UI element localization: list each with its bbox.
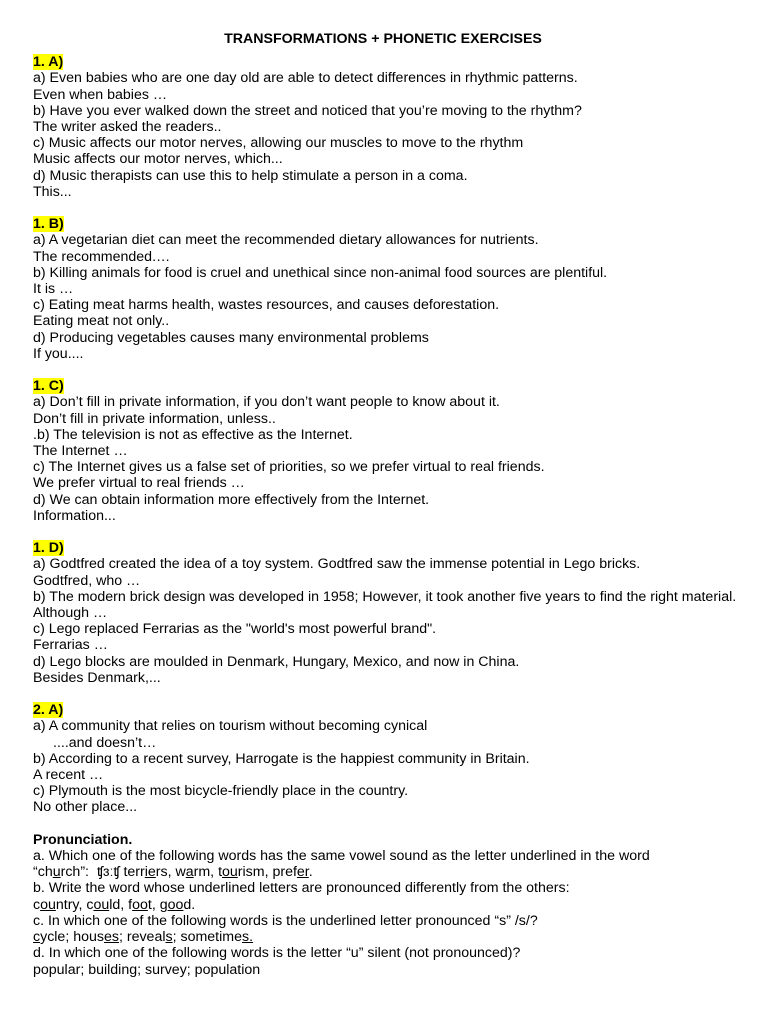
exercise-line: d) Lego blocks are moulded in Denmark, Hungary, Mexico, and now in China. (33, 653, 520, 670)
exercise-line: c) Music affects our motor nerves, allowing our muscles to move to the rhythm (33, 135, 524, 152)
highlighted-heading: 1. C) (33, 378, 64, 395)
exercise-line: Godtfred, who … (33, 572, 141, 589)
exercise-line: It is … (33, 281, 74, 298)
text: rs, w (155, 864, 186, 881)
exercise-line: a) Godtfred created the idea of a toy system. Godtfred saw the immense potential in Lego bricks. (33, 556, 641, 573)
pronunciation-options-a (33, 864, 743, 880)
exercise-line: The Internet … (33, 443, 128, 460)
pronunciation-options-b (33, 897, 743, 913)
section-heading (33, 216, 64, 232)
underlined-letter: ou (93, 896, 110, 913)
text: ycle; hous (40, 929, 104, 946)
exercise-line: c) Lego replaced Ferrarias as the "world's most powerful brand". (33, 621, 437, 638)
highlighted-heading: 1. D) (33, 540, 64, 557)
text: . (308, 864, 313, 881)
exercise-line: .b) The television is not as effective as the Internet. (33, 426, 353, 443)
text: ntry, c (55, 896, 94, 913)
underlined-letter: oo (132, 896, 148, 913)
section-1c (33, 378, 743, 524)
exercise-line: c) Eating meat harms health, wastes resources, and causes deforestation. (33, 297, 500, 314)
exercise-line: b) Have you ever walked down the street and noticed that you’re moving to the rhythm? (33, 102, 582, 119)
pronunciation-question-c: c. In which one of the following words is the underlined letter pronounced “s” /s/? (33, 912, 538, 929)
exercise-line: The writer asked the readers.. (33, 119, 222, 136)
underlined-letter: s. (241, 929, 254, 946)
underlined-letter: es (103, 929, 119, 946)
text: t, g (147, 896, 168, 913)
section-heading (33, 378, 64, 394)
section-pronunciation (33, 832, 743, 978)
exercise-line: a) Don’t fill in private information, if you don’t want people to know about it. (33, 394, 500, 411)
exercise-line: b) The modern brick design was developed in 1958; However, it took another five years to find the right material. (33, 588, 737, 605)
exercise-line: Ferrarias … (33, 637, 108, 654)
underlined-letter: a (185, 864, 194, 881)
exercise-line: The recommended.… (33, 248, 171, 265)
exercise-line: If you.... (33, 345, 84, 362)
worksheet-page (33, 31, 743, 994)
exercise-line: Although … (33, 605, 108, 622)
exercise-line: a) Even babies who are one day old are able to detect differences in rhythmic patterns. (33, 70, 578, 87)
section-heading (33, 54, 63, 70)
text: rism, pref (237, 864, 297, 881)
exercise-line: Don’t fill in private information, unless.. (33, 410, 276, 427)
pronunciation-question-b: b. Write the word whose underlined letters are pronounced differently from the others: (33, 880, 570, 897)
exercise-line: ....and doesn’t… (53, 734, 157, 751)
underlined-letter: ie (144, 864, 156, 881)
exercise-line: No other place... (33, 799, 138, 816)
section-2a (33, 702, 743, 815)
text: “ch (33, 864, 53, 881)
section-1d (33, 540, 743, 686)
document-title: TRANSFORMATIONS + PHONETIC EXERCISES (224, 31, 542, 47)
exercise-line: Even when babies … (33, 86, 168, 103)
text: rm, t (193, 864, 223, 881)
pronunciation-question-d: d. In which one of the following words is the letter “u” silent (not pronounced)? (33, 945, 521, 962)
exercise-line: Music affects our motor nerves, which... (33, 151, 283, 168)
underlined-letter: s (165, 929, 173, 946)
section-1a (33, 54, 743, 200)
exercise-line: d) Producing vegetables causes many environmental problems (33, 329, 429, 346)
highlighted-heading: 2. A) (33, 702, 64, 719)
exercise-line: Information... (33, 507, 116, 524)
section-heading (33, 702, 63, 718)
highlighted-heading: 1. A) (33, 54, 64, 71)
exercise-line: a) A community that relies on tourism without becoming cynical (33, 718, 428, 735)
underlined-letter: c (33, 929, 41, 946)
pronunciation-options-d: popular; building; survey; population (33, 961, 261, 978)
exercise-line: c) The Internet gives us a false set of priorities, so we prefer virtual to real friends. (33, 459, 545, 476)
underlined-letter: er (296, 864, 309, 881)
text: rch”: (60, 864, 97, 881)
exercise-line: a) A vegetarian diet can meet the recommended dietary allowances for nutrients. (33, 232, 539, 249)
exercise-line: A recent … (33, 767, 104, 784)
section-heading (33, 540, 64, 556)
exercise-line: b) According to a recent survey, Harrogate is the happiest community in Britain. (33, 750, 530, 767)
highlighted-heading: 1. B) (33, 216, 64, 233)
underlined-letter: ou (222, 864, 238, 881)
pronunciation-question-a: a. Which one of the following words has the same vowel sound as the letter underlined in the word (33, 848, 650, 865)
text: d. (183, 896, 196, 913)
exercise-line: c) Plymouth is the most bicycle-friendly place in the country. (33, 783, 409, 800)
exercise-line: d) We can obtain information more effectively from the Internet. (33, 491, 430, 508)
exercise-line: We prefer virtual to real friends … (33, 475, 245, 492)
pronunciation-heading: Pronunciation. (33, 831, 133, 848)
text: terr (119, 864, 145, 881)
section-1b (33, 216, 743, 362)
ipa-transcription: ʧɜːʧ (96, 864, 120, 881)
text: c (33, 896, 41, 913)
text: ; reveal (118, 929, 166, 946)
underlined-letter: oo (167, 896, 184, 913)
text: ld, f (109, 896, 133, 913)
underlined-letter: u (52, 864, 61, 881)
exercise-line: d) Music therapists can use this to help stimulate a person in a coma. (33, 167, 468, 184)
exercise-line: This... (33, 183, 72, 200)
exercise-line: b) Killing animals for food is cruel and unethical since non-animal food sources are plentiful. (33, 264, 608, 281)
exercise-line: Besides Denmark,... (33, 669, 161, 686)
text: ; sometime (172, 929, 242, 946)
exercise-line: Eating meat not only.. (33, 313, 170, 330)
pronunciation-options-c (33, 929, 743, 945)
underlined-letter: ou (40, 896, 56, 913)
